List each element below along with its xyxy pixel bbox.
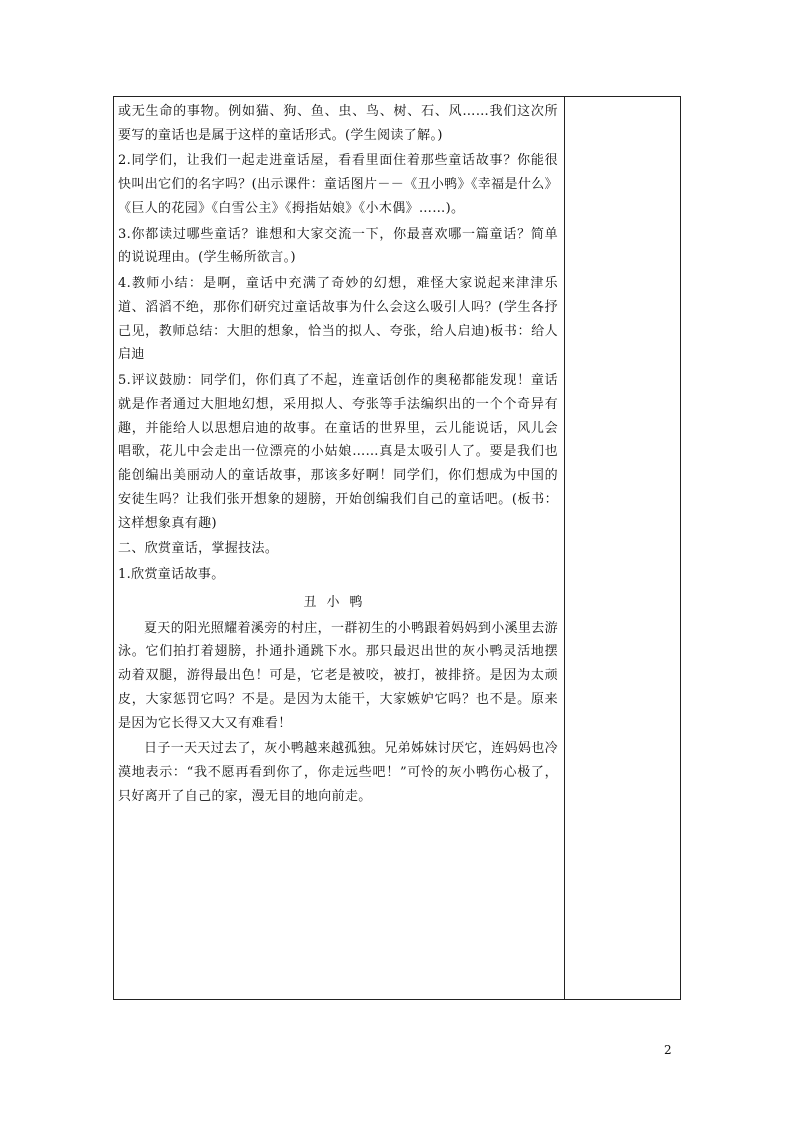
story-paragraph-1: 夏天的阳光照耀着溪旁的村庄，一群初生的小鸭跟着妈妈到小溪里去游泳。它们拍打着翅膀，扑通扑通跳下水。那只最迟出世的灰小鸭灵活地摆动着双腿，游得最出色！可是，它老是被咬，被打，被排挤。是因为太顽皮，大家惩罚它吗？不是。是因为太能干，大家嫉妒它吗？也不是。原来是因为它长得又大又有难看！ — [118, 620, 558, 731]
story-paragraph-2: 日子一天天过去了，灰小鸭越来越孤独。兄弟姊妹讨厌它，连妈妈也冷漠地表示：“我不愿再看到你了，你走远些吧！”可怜的灰小鸭伤心极了，只好离开了自己的家，漫无目的地向前走。 — [118, 741, 558, 804]
table-column-divider — [564, 96, 565, 1000]
lesson-content-cell — [118, 100, 558, 809]
paragraph-step-5: 5.评议鼓励：同学们，你们真了不起，连童话创作的奥秘都能发现！童话就是作者通过大胆地幻想，采用拟人、夸张等手法编织出的一个个奇异有趣，并能给人以思想启迪的故事。在童话的世界里，云儿能说话，风儿会唱歌，花儿中会走出一位漂亮的小姑娘……真是太吸引人了。要是我们也能创编出美丽动人的童话故事，那该多好啊！同学们，你们想成为中国的安徒生吗？让我们张开想象的翅膀，开始创编我们自己的童话吧。(板书：这样想象真有趣) — [118, 372, 558, 531]
section-heading-2: 二、欣赏童话，掌握技法。 — [118, 541, 279, 557]
paragraph-step-2: 2.同学们，让我们一起走进童话屋，看看里面住着那些童话故事？你能很快叫出它们的名字吗？(出示课件：童话图片－－《丑小鸭》《幸福是什么》《巨人的花园》《白雪公主》《拇指姑娘》《小木偶》……)。 — [118, 153, 558, 216]
paragraph-step-4: 4.教师小结：是啊，童话中充满了奇妙的幻想，难怪大家说起来津津乐道、滔滔不绝，那你们研究过童话故事为什么会这么吸引人吗？(学生各抒己见，教师总结：大胆的想象，恰当的拟人、夸张，给人启迪)板书：给人启迪 — [118, 275, 558, 363]
story-title: 丑小鸭 — [303, 594, 373, 610]
item-heading-1: 1.欣赏童话故事。 — [118, 566, 225, 582]
paragraph-step-3: 3.你都读过哪些童话？谁想和大家交流一下，你最喜欢哪一篇童话？简单的说说理由。(学生畅所欲言。) — [118, 226, 558, 266]
paragraph-intro: 或无生命的事物。例如猫、狗、鱼、虫、鸟、树、石、风……我们这次所要写的童话也是属于这样的童话形式。(学生阅读了解。) — [118, 104, 558, 143]
page-number: 2 — [664, 1043, 672, 1057]
